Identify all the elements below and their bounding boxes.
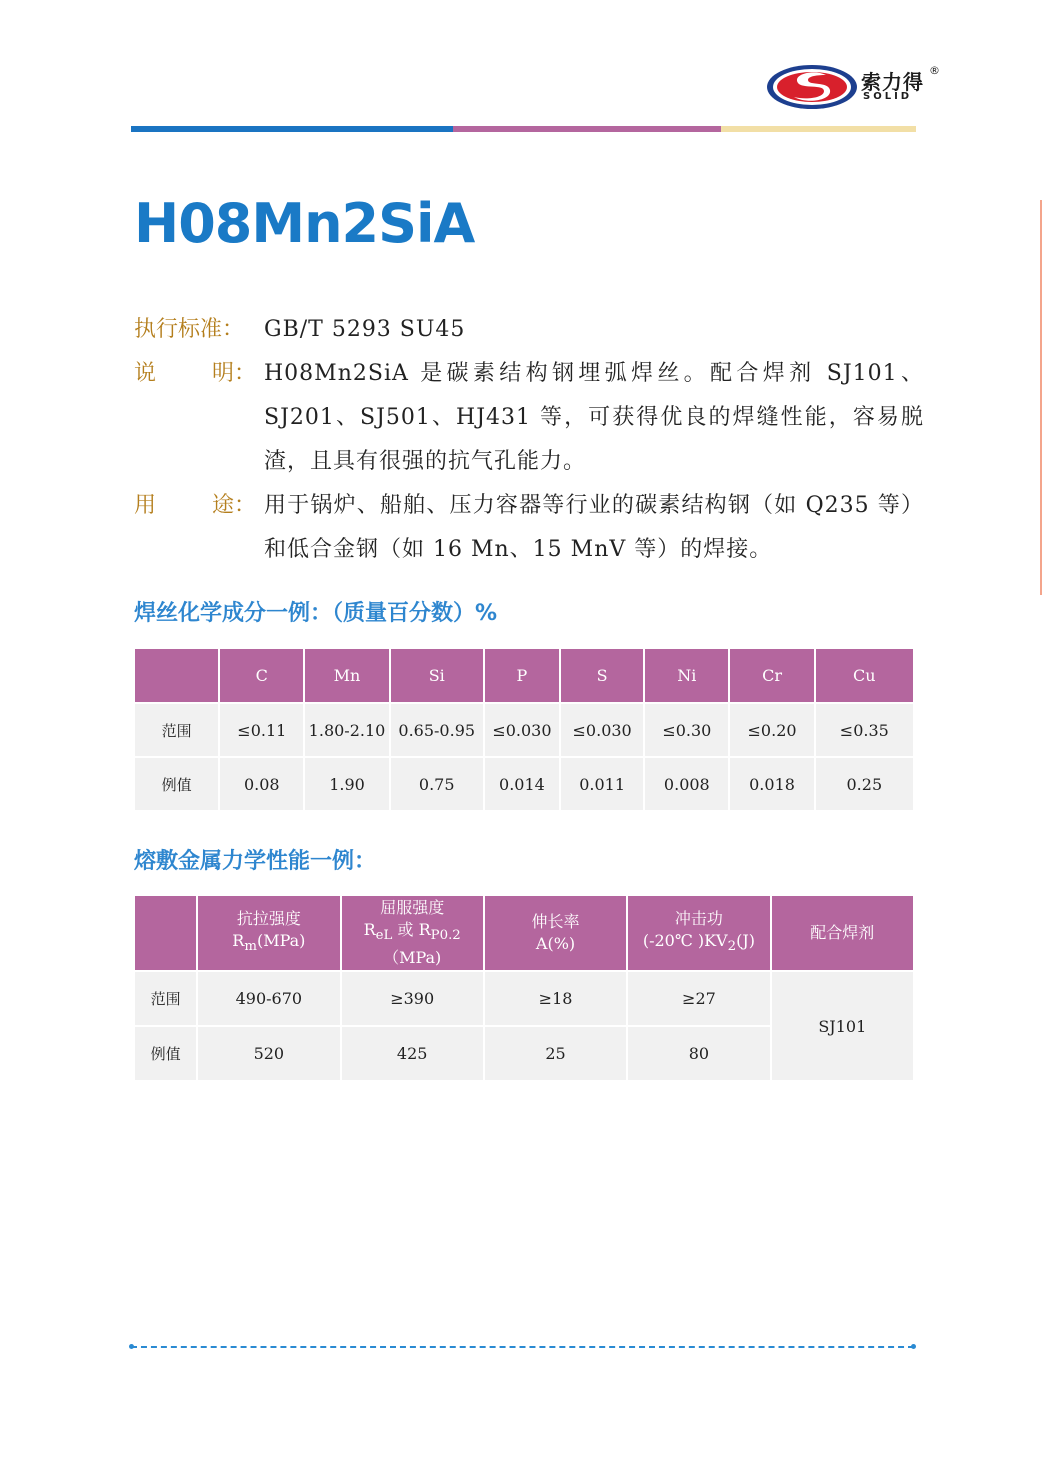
table-cell: ≥18	[485, 972, 626, 1025]
chem-col-header: Cr	[730, 649, 813, 702]
table-cell: 0.011	[561, 758, 643, 810]
mech-header-row	[135, 896, 913, 970]
table-cell: ≤0.20	[730, 704, 813, 756]
table-cell: 0.008	[645, 758, 728, 810]
brand-name-cn: 索力得	[861, 70, 924, 94]
impact-energy-header: 冲击功 (-20℃ )$KV_2(J)$	[628, 896, 769, 970]
description-value: H08Mn2SiA 是碳素结构钢埋弧焊丝。配合焊剂 SJ101、SJ201、SJ501、HJ431 等，可获得优良的焊缝性能，容易脱渣，且具有很强的抗气孔能力。	[264, 361, 924, 474]
table-cell: 0.65-0.95	[391, 704, 483, 756]
table-cell: 25	[485, 1027, 626, 1080]
usage-label: 用 途：	[134, 493, 256, 518]
product-info	[134, 308, 924, 572]
mech-heading: 熔敷金属力学性能一例：	[134, 849, 377, 874]
side-edge-mark	[1040, 200, 1042, 595]
table-cell: ≥27	[628, 972, 769, 1025]
tensile-strength-header: 抗拉强度 $R_m(MPa)$	[198, 896, 339, 970]
row-label: 例值	[135, 758, 218, 810]
table-cell: 1.80-2.10	[305, 704, 388, 756]
table-cell: 520	[198, 1027, 339, 1080]
elongation-header: 伸长率 A(%)	[485, 896, 626, 970]
row-label: 范围	[135, 704, 218, 756]
table-row	[135, 704, 913, 756]
table-cell: ≤0.30	[645, 704, 728, 756]
brand-logo	[766, 62, 946, 114]
table-cell: 1.90	[305, 758, 388, 810]
row-label: 例值	[135, 1027, 196, 1080]
table-cell: 80	[628, 1027, 769, 1080]
mech-header-corner	[135, 896, 196, 970]
table-row	[135, 972, 913, 1025]
table-cell: 0.08	[220, 758, 303, 810]
header-color-bar	[131, 126, 916, 132]
chem-col-header: Mn	[305, 649, 388, 702]
header-bar-blue	[131, 126, 453, 132]
table-cell: 0.75	[391, 758, 483, 810]
table-cell: ≥390	[342, 972, 483, 1025]
table-cell: 490-670	[198, 972, 339, 1025]
header-bar-purple	[453, 126, 721, 132]
usage-row	[134, 484, 924, 572]
brand-name-en: SOLID	[863, 91, 913, 102]
page-title: H08Mn2SiA	[134, 192, 475, 255]
chem-col-header: Ni	[645, 649, 728, 702]
usage-value: 用于锅炉、船舶、压力容器等行业的碳素结构钢（如 Q235 等）和低合金钢（如 16 Mn、15 MnV 等）的焊接。	[264, 493, 924, 562]
chem-col-header: Si	[391, 649, 483, 702]
description-label: 说 明：	[134, 361, 256, 386]
yield-strength-header: 屈服强度 $R_{eL}$ 或 $R_{P0.2}(MPa)$	[342, 896, 483, 970]
chem-header-corner	[135, 649, 218, 702]
matching-flux-cell: SJ101	[772, 972, 913, 1080]
table-cell: 425	[342, 1027, 483, 1080]
mech-table	[133, 894, 915, 1082]
standard-value: GB/T 5293 SU45	[264, 317, 466, 342]
chem-header-row	[135, 649, 913, 702]
header-bar-yellow	[721, 126, 916, 132]
table-cell: ≤0.030	[485, 704, 559, 756]
chem-col-header: Cu	[816, 649, 913, 702]
table-row	[135, 758, 913, 810]
chem-col-header: S	[561, 649, 643, 702]
chem-heading: 焊丝化学成分一例：（质量百分数）%	[134, 601, 498, 626]
matching-flux-header: 配合焊剂	[772, 896, 913, 970]
chem-col-header: C	[220, 649, 303, 702]
table-cell: ≤0.11	[220, 704, 303, 756]
chem-col-header: P	[485, 649, 559, 702]
chem-table	[133, 647, 915, 812]
description-row	[134, 352, 924, 484]
standard-label: 执行标准：	[134, 317, 245, 342]
table-cell: ≤0.35	[816, 704, 913, 756]
row-label: 范围	[135, 972, 196, 1025]
table-cell: 0.014	[485, 758, 559, 810]
table-cell: 0.25	[816, 758, 913, 810]
registered-mark: ®	[929, 64, 940, 77]
footer-dashed-line	[131, 1346, 914, 1348]
table-cell: ≤0.030	[561, 704, 643, 756]
standard-row	[134, 308, 924, 352]
table-cell: 0.018	[730, 758, 813, 810]
brand-emblem-icon	[766, 64, 858, 110]
